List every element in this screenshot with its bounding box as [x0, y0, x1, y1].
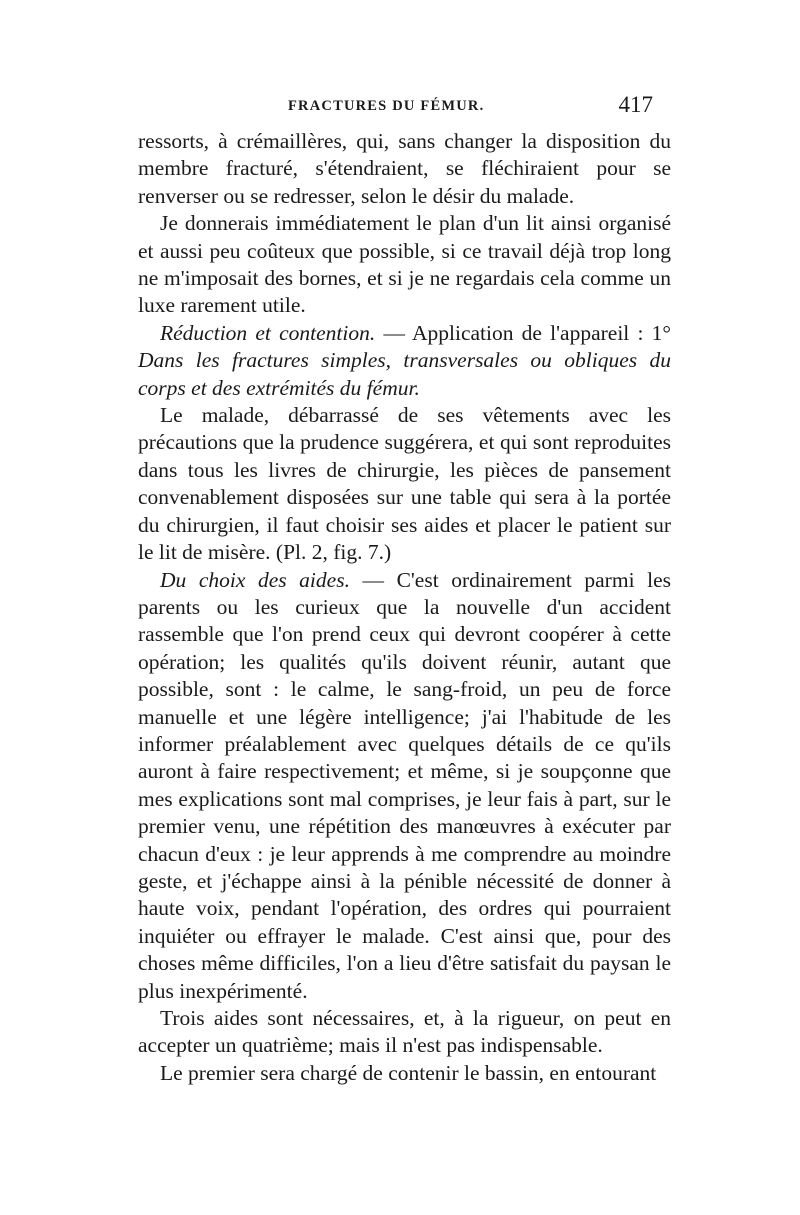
page-number: 417 — [618, 92, 653, 117]
section-paragraph — [138, 567, 671, 1006]
paragraph-continuation — [138, 128, 671, 210]
running-head: FRACTURES DU FÉMUR. — [288, 98, 485, 114]
page-header — [138, 92, 671, 128]
paragraph — [138, 1060, 671, 1087]
subsection-title: Dans les fractures simples, transversales ou obliques du corps et des extrémités du fémur. — [138, 348, 671, 400]
paragraph — [138, 210, 671, 320]
paragraph-text: — Application de l'appareil : 1° — [375, 320, 672, 345]
paragraph-text: Trois aides sont nécessaires, et, à la rigueur, on peut en accepter un quatrième; mais il n'est pas indispensable. — [138, 1006, 671, 1058]
section-heading: Réduction et contention. — [160, 320, 376, 345]
body-text — [138, 128, 671, 1087]
paragraph-text: — C'est ordinairement parmi les parents ou les curieux que la nouvelle d'un accident rassemble que l'on prend ceux qui devront coopérer à cette opération; les qualités qu'ils doivent réunir, autant que possible, sont : le calme, le sang-froid, un peu de force manuelle et une légère intelligence; j'ai l'habitude de les informer préalablement avec quelques détails de ce qu'ils auront à faire respectivement; et même, si je soupçonne que mes explications sont mal comprises, je leur fais à part, sur le premier venu, une répétition des manœuvres à exécuter par chacun d'eux : je leur apprends à me comprendre au moindre geste, et j'échappe ainsi à la pénible nécessité de donner à haute voix, pendant l'opération, des ordres qui pourraient inquiéter ou effrayer le malade. C'est ainsi que, pour des choses même difficiles, l'on a lieu d'être satisfait du paysan le plus inexpérimenté. — [138, 567, 671, 1003]
paragraph-text: ressorts, à crémaillères, qui, sans changer la disposition du membre fracturé, s'étendraient, se fléchiraient pour se renverser ou se redresser, selon le désir du malade. — [138, 129, 671, 208]
section-heading: Du choix des aides. — [160, 567, 350, 592]
paragraph-text: Le malade, débarrassé de ses vêtements avec les précautions que la prudence suggérera, et qui sont reproduites dans tous les livres de chirurgie, les pièces de pansement convenablement disposées sur une table qui sera à la portée du chirurgien, il faut choisir ses aides et placer le patient sur le lit de misère. (Pl. 2, fig. 7.) — [138, 403, 671, 565]
paragraph-text: Le premier sera chargé de contenir le bassin, en entourant — [160, 1060, 657, 1085]
book-page — [138, 92, 671, 1087]
section-paragraph — [138, 320, 671, 402]
paragraph — [138, 402, 671, 566]
paragraph-text: Je donnerais immédiatement le plan d'un lit ainsi organisé et aussi peu coûteux que possible, si ce travail déjà trop long ne m'imposait des bornes, et si je ne regardais cela comme un luxe rarement utile. — [138, 211, 671, 318]
paragraph — [138, 1005, 671, 1060]
